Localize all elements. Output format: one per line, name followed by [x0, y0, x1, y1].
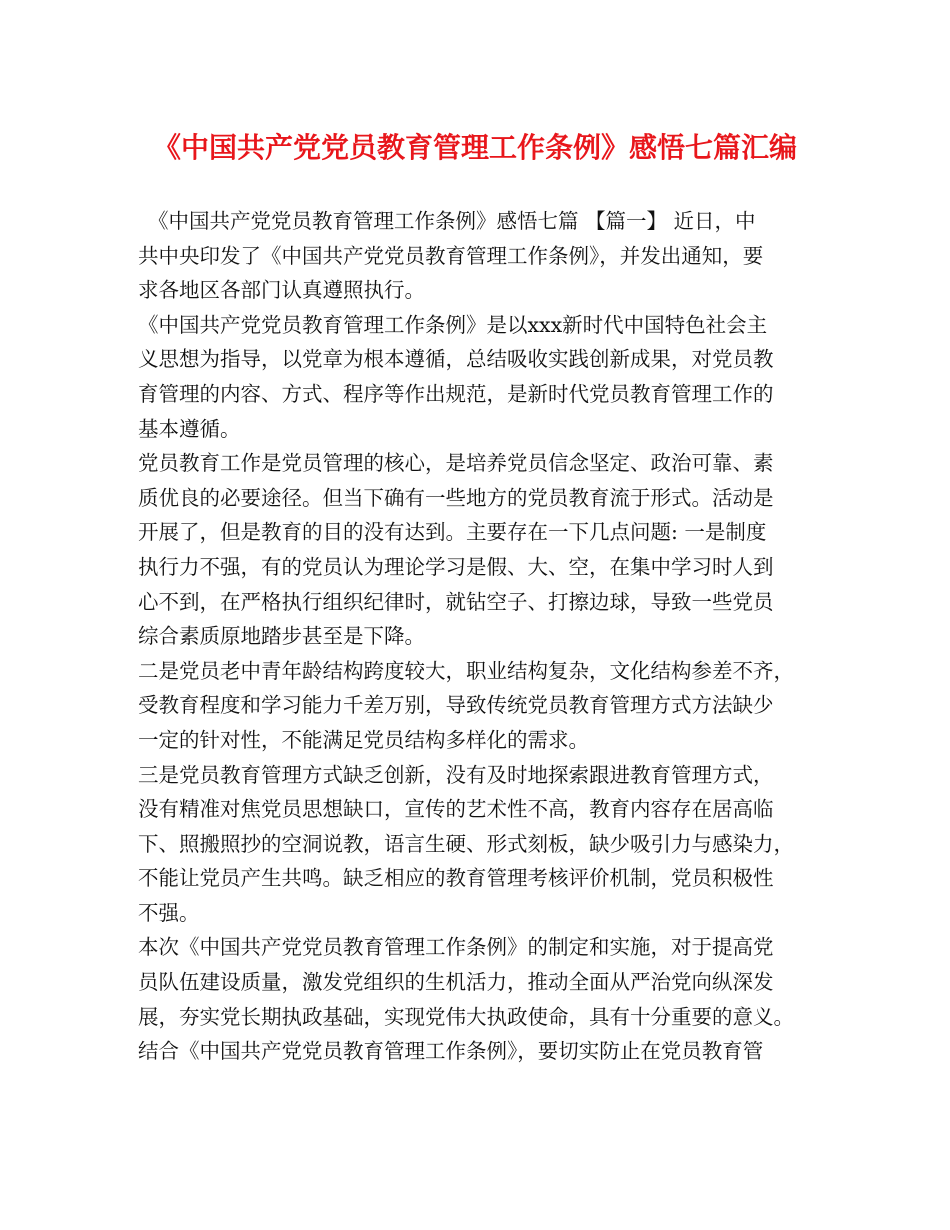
body-line: 没有精准对焦党员思想缺口，宣传的艺术性不高，教育内容存在居高临 [138, 797, 774, 822]
body-line: 基本遵循。 [138, 416, 241, 441]
body-line: 展，夯实党长期执政基础，实现党伟大执政使命，具有十分重要的意义。 [138, 1004, 794, 1029]
body-line: 质优良的必要途径。但当下确有一些地方的党员教育流于形式。活动是 [138, 485, 774, 510]
body-line: 开展了，但是教育的目的没有达到。主要存在一下几点问题: 一是制度 [138, 520, 767, 545]
body-line: 结合《中国共产党党员教育管理工作条例》，要切实防止在党员教育管 [138, 1039, 764, 1064]
body-line: 不能让党员产生共鸣。缺乏相应的教育管理考核评价机制，党员积极性 [138, 866, 774, 891]
body-line: 二是党员老中青年龄结构跨度较大，职业结构复杂，文化结构参差不齐， [138, 658, 794, 683]
body-line: 心不到，在严格执行组织纪律时，就钻空子、打擦边球，导致一些党员 [138, 589, 774, 614]
body-line: 综合素质原地踏步甚至是下降。 [138, 624, 425, 649]
body-line: 执行力不强，有的党员认为理论学习是假、大、空，在集中学习时人到 [138, 554, 774, 579]
body-line: 三是党员教育管理方式缺乏创新，没有及时地探索跟进教育管理方式， [138, 762, 774, 787]
body-line: 受教育程度和学习能力千差万别，导致传统党员教育管理方式方法缺少 [138, 693, 774, 718]
body-line: 员队伍建设质量，激发党组织的生机活力，推动全面从严治党向纵深发 [138, 970, 774, 995]
body-line: 《中国共产党党员教育管理工作条例》是以xxx新时代中国特色社会主 [138, 312, 768, 337]
body-line: 下、照搬照抄的空洞说教，语言生硬、形式刻板，缺少吸引力与感染力， [138, 831, 794, 856]
body-line: 育管理的内容、方式、程序等作出规范，是新时代党员教育管理工作的 [138, 381, 774, 406]
body-line: 共中央印发了《中国共产党党员教育管理工作条例》，并发出通知，要 [138, 243, 764, 268]
body-line: 求各地区各部门认真遵照执行。 [138, 278, 425, 303]
document-title: 《中国共产党党员教育管理工作条例》感悟七篇汇编 [152, 131, 797, 164]
body-line: 不强。 [138, 900, 200, 925]
body-line: 一定的针对性，不能满足党员结构多样化的需求。 [138, 727, 589, 752]
document-body [138, 204, 828, 1069]
body-line: 本次《中国共产党党员教育管理工作条例》的制定和实施，对于提高党 [138, 935, 774, 960]
body-line: 党员教育工作是党员管理的核心，是培养党员信念坚定、政治可靠、素 [138, 451, 774, 476]
body-line: 义思想为指导，以党章为根本遵循，总结吸收实践创新成果，对党员教 [138, 347, 774, 372]
body-line: 《中国共产党党员教育管理工作条例》感悟七篇 【篇一】 近日，中 [148, 209, 756, 233]
